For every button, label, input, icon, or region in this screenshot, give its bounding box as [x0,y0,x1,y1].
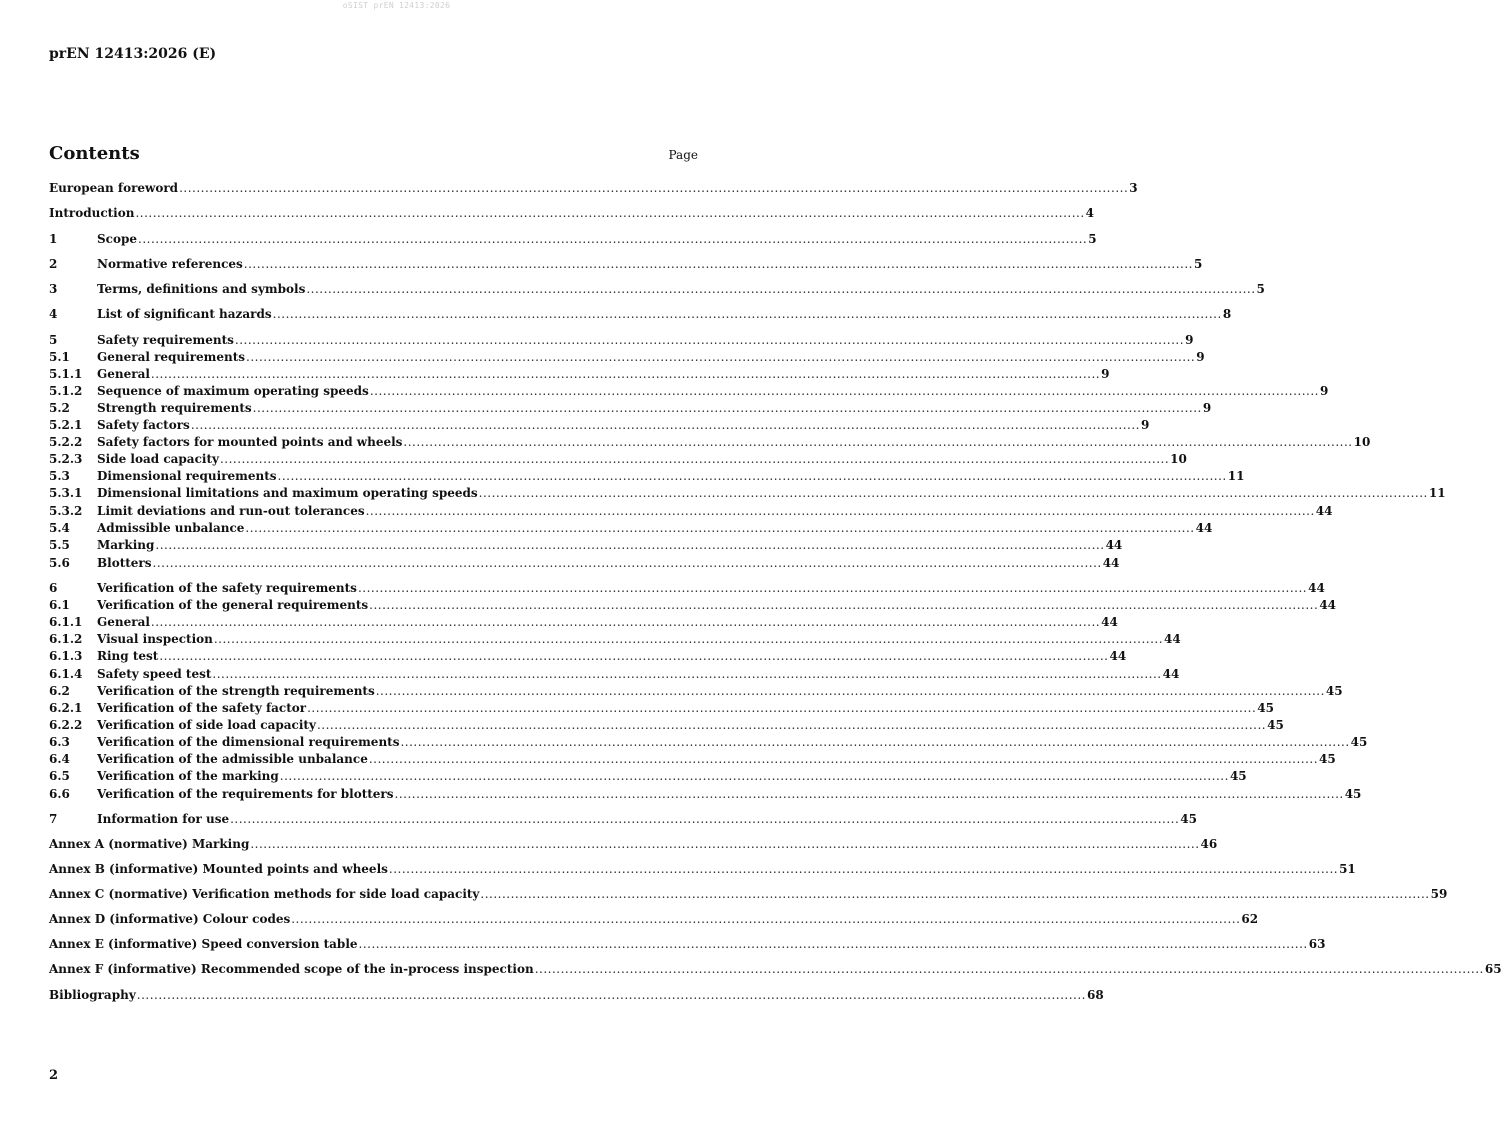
toc-entry-number: 2 [49,257,58,271]
toc-entry[interactable] [49,383,1329,400]
toc-entry-page: 5 [1088,232,1097,246]
toc-entry-page: 9 [1320,384,1329,398]
toc-entry[interactable] [49,614,1118,631]
toc-entry-title: Strength requirements [97,401,252,415]
toc-leader-dots: ............................................................................................................................................................................................................................ [212,667,1162,681]
toc-leader-dots: ............................................................................................................................................................................................................................ [135,206,1085,220]
toc-entry-title: List of significant hazards [97,307,272,321]
toc-leader-dots: ............................................................................................................................................................................................................................ [368,752,1319,766]
toc-entry-title: Verification of side load capacity [97,718,316,732]
toc-leader-dots: ............................................................................................................................................................................................................................ [277,469,1227,483]
toc-entry-number: 6.1.1 [49,615,83,629]
toc-entry-number: 1 [49,232,58,246]
toc-leader-dots: ............................................................................................................................................................................................................................ [291,912,1241,926]
toc-entry-page: 59 [1430,887,1448,901]
toc-leader-dots: ............................................................................................................................................................................................................................ [136,988,1086,1002]
toc-entry-title: Verification of the admissible unbalance [97,752,368,766]
toc-entry-title: Blotters [97,556,152,570]
toc-entry-page: 63 [1308,937,1326,951]
toc-entry-title: Annex C (normative) Verification methods for side load capacity [49,887,480,901]
toc-leader-dots: ............................................................................................................................................................................................................................ [316,718,1267,732]
toc-entry-title: Verification of the requirements for blotters [97,787,394,801]
toc-leader-dots: ............................................................................................................................................................................................................................ [150,367,1101,381]
toc-entry-title: Safety factors [97,418,190,432]
toc-entry-page: 45 [1267,718,1284,732]
toc-leader-dots: ............................................................................................................................................................................................................................ [243,257,1193,271]
toc-entry-number: 5.2.2 [49,435,83,449]
toc-leader-dots: ............................................................................................................................................................................................................................ [230,812,1180,826]
toc-entry-title: Information for use [97,812,230,826]
toc-entry[interactable] [49,734,1368,751]
toc-leader-dots: ............................................................................................................................................................................................................................ [152,556,1102,570]
toc-entry-title: Annex A (normative) Marking [49,837,250,851]
toc-entry-page: 46 [1200,837,1218,851]
toc-leader-dots: ............................................................................................................................................................................................................................ [307,701,1257,715]
contents-title: Contents [49,143,140,164]
toc-entry[interactable] [49,366,1110,383]
toc-entry-page: 45 [1350,735,1368,749]
toc-entry-number: 6.1.2 [49,632,83,646]
toc-entry-number: 5.5 [49,538,70,552]
toc-entry-number: 5.3.1 [49,486,83,500]
toc-entry-page: 44 [1319,598,1337,612]
document-id: prEN 12413:2026 (E) [49,46,217,62]
toc-entry[interactable] [49,520,1213,537]
toc-leader-dots: ............................................................................................................................................................................................................................ [534,962,1484,976]
toc-entry-number: 6.4 [49,752,70,766]
toc-leader-dots: ............................................................................................................................................................................................................................ [400,735,1350,749]
toc-entry-page: 45 [1257,701,1274,715]
toc-leader-dots: ............................................................................................................................................................................................................................ [480,887,1430,901]
toc-leader-dots: ............................................................................................................................................................................................................................ [213,632,1164,646]
toc-entry-page: 65 [1484,962,1502,976]
toc-entry-number: 5.2 [49,401,70,415]
toc-leader-dots: ............................................................................................................................................................................................................................ [369,598,1319,612]
toc-entry-page: 45 [1319,752,1336,766]
toc-entry[interactable] [49,555,1120,572]
toc-leader-dots: ............................................................................................................................................................................................................................ [358,937,1308,951]
toc-entry-page: 9 [1101,367,1110,381]
toc-leader-dots: ............................................................................................................................................................................................................................ [394,787,1344,801]
toc-entry-title: Ring test [97,649,159,663]
toc-entry-title: Annex B (informative) Mounted points and wheels [49,862,388,876]
toc-leader-dots: ............................................................................................................................................................................................................................ [138,232,1088,246]
toc-leader-dots: ............................................................................................................................................................................................................................ [246,350,1196,364]
toc-entry[interactable] [49,180,1138,197]
toc-entry-number: 5.1 [49,350,70,364]
toc-entry-title: Admissible unbalance [97,521,245,535]
toc-entry-page: 44 [1109,649,1127,663]
toc-leader-dots: ............................................................................................................................................................................................................................ [219,452,1170,466]
toc-entry-title: Safety requirements [97,333,234,347]
toc-entry-number: 6.2 [49,684,70,698]
toc-entry-title: Annex F (informative) Recommended scope of the in-process inspection [49,962,534,976]
toc-entry[interactable] [49,451,1187,468]
toc-entry-page: 4 [1085,206,1095,220]
toc-entry-page: 44 [1308,581,1325,595]
toc-leader-dots: ............................................................................................................................................................................................................................ [245,521,1195,535]
toc-entry-title: European foreword [49,181,179,195]
toc-entry-page: 68 [1086,988,1104,1002]
toc-entry-title: Bibliography [49,988,136,1002]
toc-entry-title: Safety factors for mounted points and wheels [97,435,403,449]
toc-leader-dots: ............................................................................................................................................................................................................................ [150,615,1101,629]
toc-entry[interactable] [49,700,1274,717]
toc-entry-page: 51 [1339,862,1356,876]
toc-leader-dots: ............................................................................................................................................................................................................................ [478,486,1428,500]
toc-entry-page: 44 [1101,615,1118,629]
toc-entry-page: 44 [1164,632,1181,646]
toc-entry-number: 6.1 [49,598,70,612]
toc-entry-title: Terms, definitions and symbols [97,282,306,296]
toc-entry[interactable] [49,811,1197,828]
toc-entry-title: Introduction [49,206,135,220]
toc-leader-dots: ............................................................................................................................................................................................................................ [272,307,1222,321]
toc-entry[interactable] [49,332,1194,349]
toc-entry-title: Verification of the strength requirements [97,684,375,698]
toc-entry[interactable] [49,597,1337,614]
toc-entry-page: 3 [1129,181,1138,195]
toc-entry-page: 11 [1227,469,1245,483]
toc-entry-number: 6.2.1 [49,701,83,715]
toc-entry-page: 44 [1195,521,1213,535]
toc-leader-dots: ............................................................................................................................................................................................................................ [190,418,1140,432]
toc-entry-title: Marking [97,538,155,552]
toc-leader-dots: ............................................................................................................................................................................................................................ [357,581,1308,595]
toc-entry[interactable] [49,417,1150,434]
toc-entry-number: 6.1.4 [49,667,83,681]
toc-entry-title: Annex E (informative) Speed conversion table [49,937,358,951]
watermark: oSIST prEN 12413:2026 [342,1,451,10]
toc-entry-title: Side load capacity [97,452,219,466]
toc-entry-page: 5 [1256,282,1265,296]
toc-entry-number: 5.3.2 [49,504,83,518]
toc-entry[interactable] [49,468,1245,485]
toc-entry[interactable] [49,717,1284,734]
toc-entry-number: 5.1.1 [49,367,83,381]
toc-entry[interactable] [49,936,1326,953]
toc-entry[interactable] [49,485,1446,502]
toc-leader-dots: ............................................................................................................................................................................................................................ [375,684,1325,698]
toc-entry[interactable] [49,400,1212,417]
toc-entry-page: 10 [1353,435,1371,449]
toc-entry[interactable] [49,683,1343,700]
toc-leader-dots: ............................................................................................................................................................................................................................ [279,769,1229,783]
toc-entry-title: Visual inspection [97,632,213,646]
toc-entry-page: 5 [1193,257,1203,271]
toc-entry[interactable] [49,861,1356,878]
toc-entry-page: 44 [1315,504,1333,518]
toc-entry-page: 9 [1141,418,1150,432]
toc-entry[interactable] [49,786,1362,803]
toc-entry-title: Verification of the safety requirements [97,581,357,595]
toc-entry-number: 7 [49,812,58,826]
page-column-label: Page [668,148,698,162]
toc-entry-page: 44 [1102,556,1120,570]
toc-entry[interactable] [49,631,1181,648]
toc-entry[interactable] [49,768,1247,785]
toc-entry-title: Verification of the dimensional requirements [97,735,400,749]
toc-entry[interactable] [49,648,1127,665]
toc-entry-number: 6.3 [49,735,70,749]
toc-entry[interactable] [49,349,1205,366]
toc-entry[interactable] [49,961,1502,978]
toc-entry[interactable] [49,911,1259,928]
toc-entry-title: Verification of the safety factor [97,701,307,715]
toc-entry-title: Annex D (informative) Colour codes [49,912,291,926]
toc-entry-number: 4 [49,307,58,321]
toc-leader-dots: ............................................................................................................................................................................................................................ [250,837,1200,851]
toc-entry-number: 5.4 [49,521,70,535]
toc-entry-page: 45 [1325,684,1343,698]
toc-entry-number: 5.2.1 [49,418,83,432]
page-number: 2 [49,1068,59,1083]
toc-entry-number: 6.6 [49,787,70,801]
toc-entry-number: 5.6 [49,556,70,570]
toc-entry-page: 10 [1170,452,1187,466]
toc-entry-number: 6 [49,581,58,595]
toc-leader-dots: ............................................................................................................................................................................................................................ [155,538,1105,552]
toc-entry-page: 11 [1428,486,1446,500]
toc-entry-title: General [97,367,150,381]
toc-entry[interactable] [49,836,1218,853]
toc-entry-title: Dimensional limitations and maximum operating speeds [97,486,478,500]
toc-entry-page: 9 [1185,333,1194,347]
toc-leader-dots: ............................................................................................................................................................................................................................ [365,504,1315,518]
toc-entry-title: Verification of the marking [97,769,279,783]
toc-leader-dots: ............................................................................................................................................................................................................................ [252,401,1202,415]
toc-entry-number: 5.3 [49,469,70,483]
toc-entry[interactable] [49,231,1097,248]
toc-entry-number: 5.1.2 [49,384,83,398]
toc-entry-page: 9 [1196,350,1205,364]
toc-entry-page: 62 [1241,912,1259,926]
toc-entry-number: 3 [49,282,58,296]
toc-entry-title: General requirements [97,350,246,364]
toc-entry[interactable] [49,281,1265,298]
toc-entry-title: Limit deviations and run-out tolerances [97,504,365,518]
toc-leader-dots: ............................................................................................................................................................................................................................ [234,333,1185,347]
toc-entry-title: Dimensional requirements [97,469,277,483]
toc-leader-dots: ............................................................................................................................................................................................................................ [403,435,1353,449]
toc-entry[interactable] [49,886,1448,903]
toc-entry[interactable] [49,205,1095,222]
toc-leader-dots: ............................................................................................................................................................................................................................ [369,384,1319,398]
toc-entry[interactable] [49,256,1203,273]
toc-entry-number: 5.2.3 [49,452,83,466]
toc-entry-number: 6.1.3 [49,649,83,663]
toc-entry-page: 8 [1222,307,1232,321]
toc-entry-title: Normative references [97,257,243,271]
toc-leader-dots: ............................................................................................................................................................................................................................ [388,862,1339,876]
toc-entry-page: 9 [1202,401,1212,415]
toc-entry-title: Scope [97,232,138,246]
toc-entry-page: 45 [1180,812,1197,826]
toc-entry-title: Sequence of maximum operating speeds [97,384,369,398]
toc-entry-number: 6.2.2 [49,718,83,732]
toc-entry-title: Safety speed test [97,667,212,681]
toc-entry-title: General [97,615,150,629]
toc-leader-dots: ............................................................................................................................................................................................................................ [179,181,1129,195]
toc-entry-number: 5 [49,333,58,347]
toc-entry-title: Verification of the general requirements [97,598,369,612]
toc-leader-dots: ............................................................................................................................................................................................................................ [159,649,1109,663]
toc-entry[interactable] [49,537,1123,554]
toc-entry[interactable] [49,580,1325,597]
toc-entry[interactable] [49,434,1371,451]
toc-entry-page: 45 [1229,769,1247,783]
toc-leader-dots: ............................................................................................................................................................................................................................ [306,282,1256,296]
toc-entry-page: 45 [1344,787,1362,801]
toc-entry[interactable] [49,503,1333,520]
toc-entry[interactable] [49,987,1104,1004]
toc-entry-page: 44 [1105,538,1123,552]
toc-entry-page: 44 [1162,667,1180,681]
toc-entry[interactable] [49,306,1232,323]
toc-entry[interactable] [49,751,1336,768]
toc-entry[interactable] [49,666,1180,683]
toc-entry-number: 6.5 [49,769,70,783]
